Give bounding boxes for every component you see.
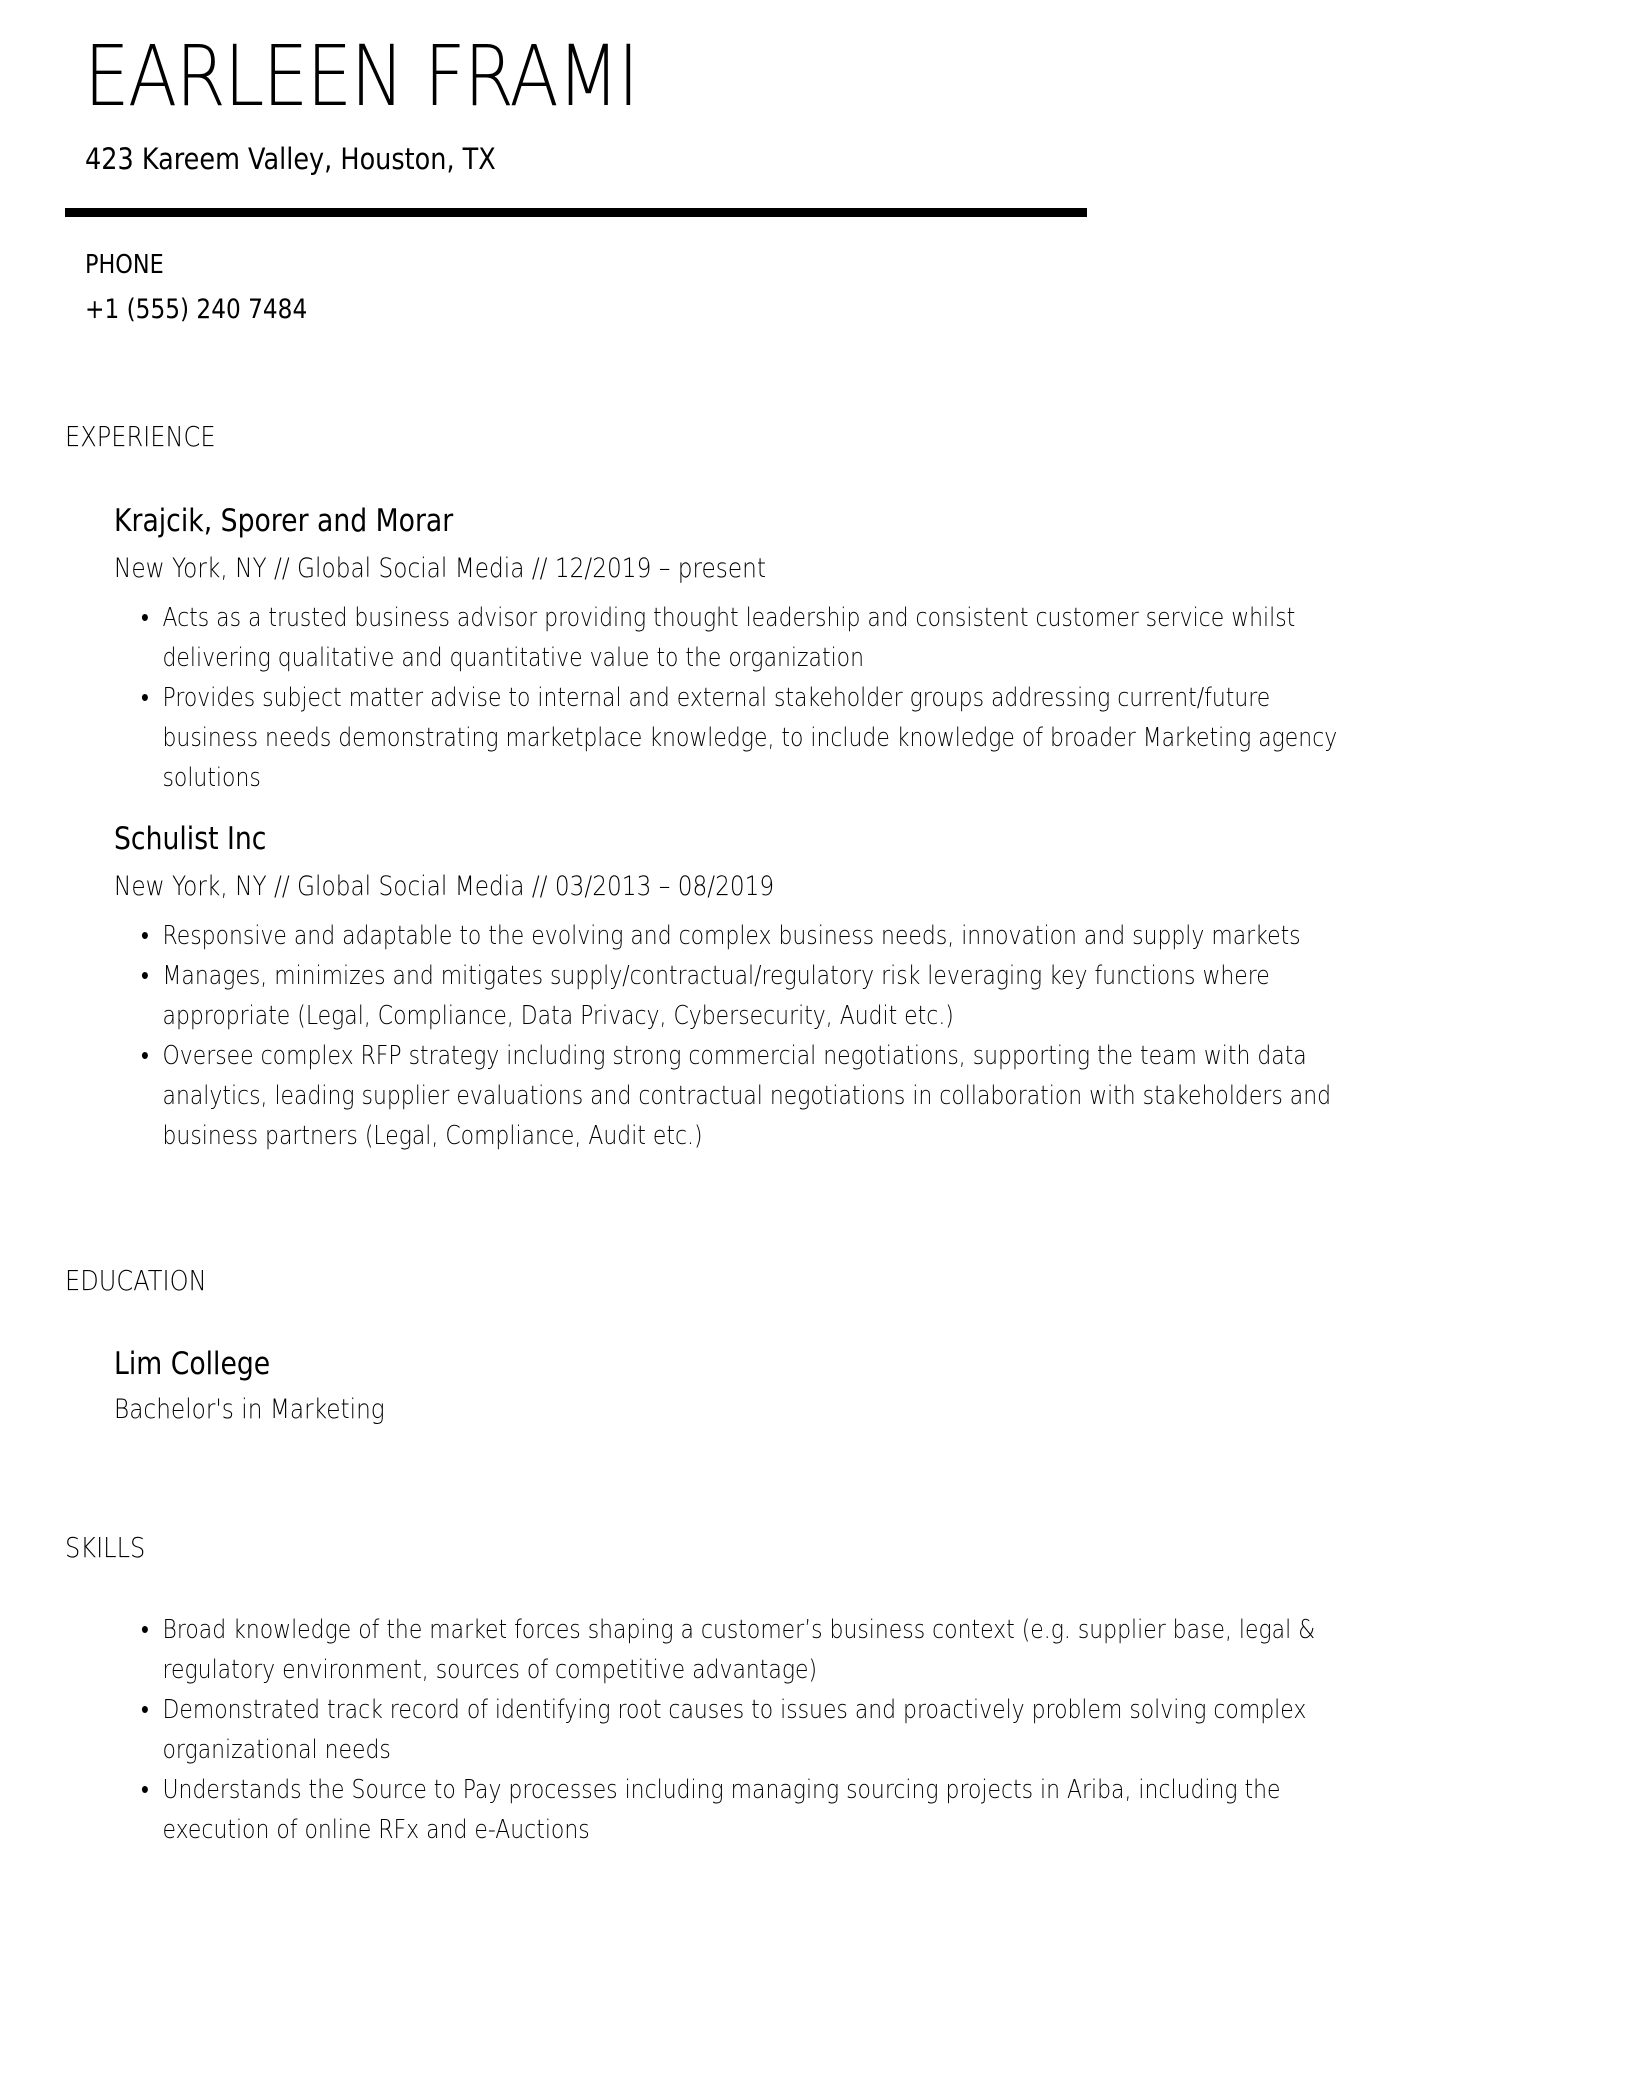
job-bullet: • Provides subject matter advise to internal and external stakeholder groups addressing current/future business needs demonstrating marketplace knowledge, to include knowledge of broader Marketing agency solutions [141,678,1341,798]
job-meta: New York, NY // Global Social Media // 03/2013 – 08/2019 [114,871,775,902]
skill-item: • Broad knowledge of the market forces shaping a customer’s business context (e.g. supplier base, legal & regulatory environment, sources of competitive advantage) [141,1610,1341,1690]
job-bullet: • Manages, minimizes and mitigates supply/contractual/regulatory risk leveraging key functions where appropriate (Legal, Compliance, Data Privacy, Cybersecurity, Audit etc.) [141,956,1341,1036]
job-bullets [141,916,1517,1156]
skills-list [141,1610,1517,1850]
candidate-address: 423 Kareem Valley, Houston, TX [85,142,496,176]
job-company: Schulist Inc [114,821,267,857]
job-meta: New York, NY // Global Social Media // 12/2019 – present [114,553,766,584]
phone-label: PHONE [85,250,164,280]
skill-item: • Demonstrated track record of identifying root causes to issues and proactively problem solving complex organizational needs [141,1690,1341,1770]
education-degree: Bachelor's in Marketing [114,1394,385,1425]
job-company: Krajcik, Sporer and Morar [114,503,454,539]
header-divider [65,208,1087,217]
job-bullets [141,598,1517,798]
skills-heading: SKILLS [65,1531,146,1564]
candidate-name: EARLEEN FRAMI [84,27,638,125]
job-bullet: • Oversee complex RFP strategy including strong commercial negotiations, supporting the team with data analytics, leading supplier evaluations and contractual negotiations in collaboration with stakeholders and business partners (Legal, Compliance, Audit etc.) [141,1036,1341,1156]
skill-item: • Understands the Source to Pay processes including managing sourcing projects in Ariba, including the execution of online RFx and e-Auctions [141,1770,1341,1850]
education-school: Lim College [114,1346,271,1382]
job-bullet: • Acts as a trusted business advisor providing thought leadership and consistent customer service whilst delivering qualitative and quantitative value to the organization [141,598,1341,678]
education-heading: EDUCATION [65,1264,207,1297]
experience-heading: EXPERIENCE [65,420,216,453]
phone-number: +1 (555) 240 7484 [85,294,308,325]
job-bullet: • Responsive and adaptable to the evolving and complex business needs, innovation and supply markets [141,916,1341,956]
